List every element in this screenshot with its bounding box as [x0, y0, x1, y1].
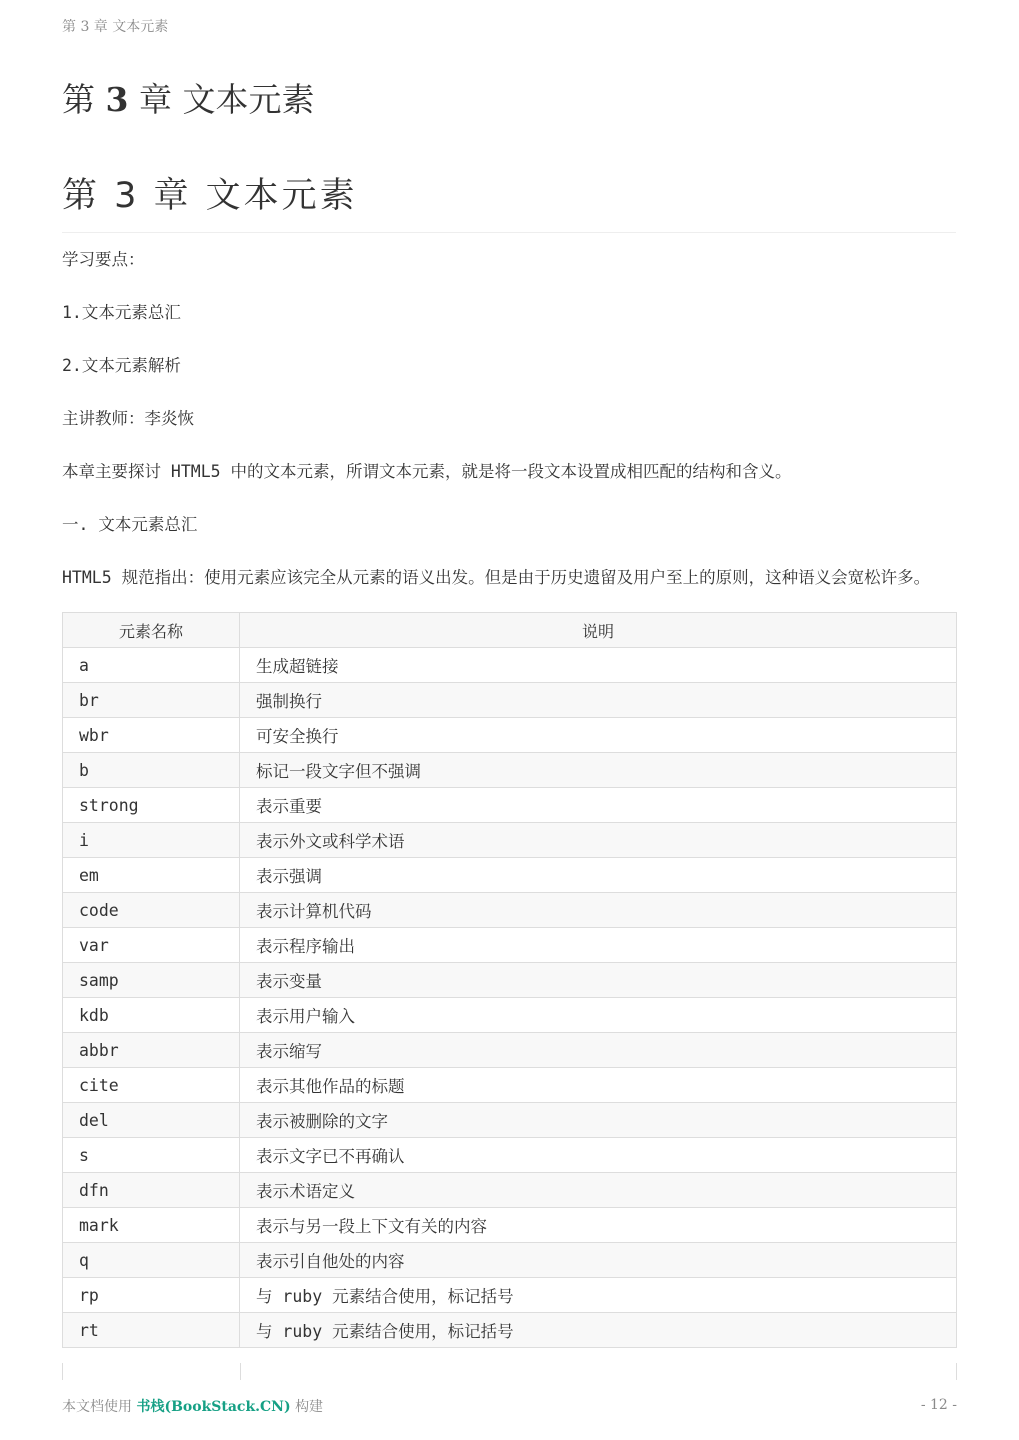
element-name-cell: strong — [63, 788, 240, 823]
table-row — [63, 928, 957, 963]
paragraph-point-1: 1.文本元素总汇 — [62, 303, 181, 322]
table-row — [63, 648, 957, 683]
table-row — [63, 1103, 957, 1138]
table-row — [63, 1243, 957, 1278]
table-row — [63, 683, 957, 718]
element-name-cell: s — [63, 1138, 240, 1173]
chapter-title-prefix: 第 — [62, 80, 95, 119]
element-name-cell: br — [63, 683, 240, 718]
elements-table — [62, 612, 957, 1348]
table-row — [63, 1138, 957, 1173]
element-description-cell: 可安全换行 — [240, 718, 957, 753]
element-name-cell: i — [63, 823, 240, 858]
table-row — [63, 718, 957, 753]
element-name-cell: rt — [63, 1313, 240, 1348]
element-name-cell: b — [63, 753, 240, 788]
body-content — [62, 246, 956, 617]
element-description-cell: 表示术语定义 — [240, 1173, 957, 1208]
section-heading: 第 3 章 文本元素 — [62, 168, 956, 233]
element-name-cell: kdb — [63, 998, 240, 1033]
footer-credit — [62, 1396, 323, 1416]
element-description-cell: 标记一段文字但不强调 — [240, 753, 957, 788]
paragraph-instructor: 主讲教师：李炎恢 — [62, 409, 194, 428]
element-name-cell: var — [63, 928, 240, 963]
element-description-cell: 表示外文或科学术语 — [240, 823, 957, 858]
paragraph-intro: 本章主要探讨 HTML5 中的文本元素，所谓文本元素，就是将一段文本设置成相匹配的结构和含义。 — [62, 462, 792, 481]
table-row — [63, 1313, 957, 1348]
paragraph-point-2: 2.文本元素解析 — [62, 356, 181, 375]
footer-suffix: 构建 — [295, 1399, 324, 1415]
element-name-cell: abbr — [63, 1033, 240, 1068]
table-row — [63, 963, 957, 998]
table-continuation — [62, 1363, 957, 1380]
chapter-title — [62, 74, 314, 121]
element-name-cell: rp — [63, 1278, 240, 1313]
table-row — [63, 1068, 957, 1103]
element-description-cell: 表示与另一段上下文有关的内容 — [240, 1208, 957, 1243]
page-number: - 12 - — [920, 1397, 957, 1413]
column-header-name: 元素名称 — [63, 613, 240, 648]
chapter-title-number: 3 — [105, 80, 129, 119]
element-description-cell: 与 ruby 元素结合使用，标记括号 — [240, 1278, 957, 1313]
table-row — [63, 1208, 957, 1243]
table-row — [63, 1033, 957, 1068]
element-name-cell: q — [63, 1243, 240, 1278]
paragraph-learning-points: 学习要点： — [62, 250, 145, 269]
element-description-cell: 表示引自他处的内容 — [240, 1243, 957, 1278]
table-row — [63, 858, 957, 893]
element-name-cell: wbr — [63, 718, 240, 753]
element-name-cell: code — [63, 893, 240, 928]
table-row — [63, 1173, 957, 1208]
element-name-cell: mark — [63, 1208, 240, 1243]
table-row — [63, 998, 957, 1033]
chapter-title-suffix: 章 文本元素 — [138, 80, 315, 119]
element-name-cell: em — [63, 858, 240, 893]
table-row — [63, 1278, 957, 1313]
element-name-cell: cite — [63, 1068, 240, 1103]
element-description-cell: 表示用户输入 — [240, 998, 957, 1033]
element-description-cell: 表示文字已不再确认 — [240, 1138, 957, 1173]
table-column-divider — [240, 1363, 241, 1380]
element-name-cell: samp — [63, 963, 240, 998]
element-name-cell: a — [63, 648, 240, 683]
element-description-cell: 表示计算机代码 — [240, 893, 957, 928]
paragraph-spec-note: HTML5 规范指出：使用元素应该完全从元素的语义出发。但是由于历史遗留及用户至上的原则，这种语义会宽松许多。 — [62, 568, 931, 587]
element-description-cell: 生成超链接 — [240, 648, 957, 683]
table-row — [63, 788, 957, 823]
element-description-cell: 与 ruby 元素结合使用，标记括号 — [240, 1313, 957, 1348]
element-name-cell: del — [63, 1103, 240, 1138]
table-body — [63, 648, 957, 1348]
footer-bookstack-link[interactable]: 书栈(BookStack.CN) — [136, 1399, 291, 1415]
element-description-cell: 表示变量 — [240, 963, 957, 998]
element-description-cell: 表示其他作品的标题 — [240, 1068, 957, 1103]
element-description-cell: 表示重要 — [240, 788, 957, 823]
element-description-cell: 表示程序输出 — [240, 928, 957, 963]
table-row — [63, 823, 957, 858]
table-row — [63, 753, 957, 788]
table-row — [63, 893, 957, 928]
element-name-cell: dfn — [63, 1173, 240, 1208]
table-header-row — [63, 613, 957, 648]
element-description-cell: 表示被删除的文字 — [240, 1103, 957, 1138]
element-description-cell: 强制换行 — [240, 683, 957, 718]
element-description-cell: 表示缩写 — [240, 1033, 957, 1068]
paragraph-section-title: 一. 文本元素总汇 — [62, 515, 198, 534]
element-description-cell: 表示强调 — [240, 858, 957, 893]
footer-prefix: 本文档使用 — [62, 1399, 132, 1415]
column-header-description: 说明 — [240, 613, 957, 648]
running-header: 第 3 章 文本元素 — [62, 19, 169, 35]
